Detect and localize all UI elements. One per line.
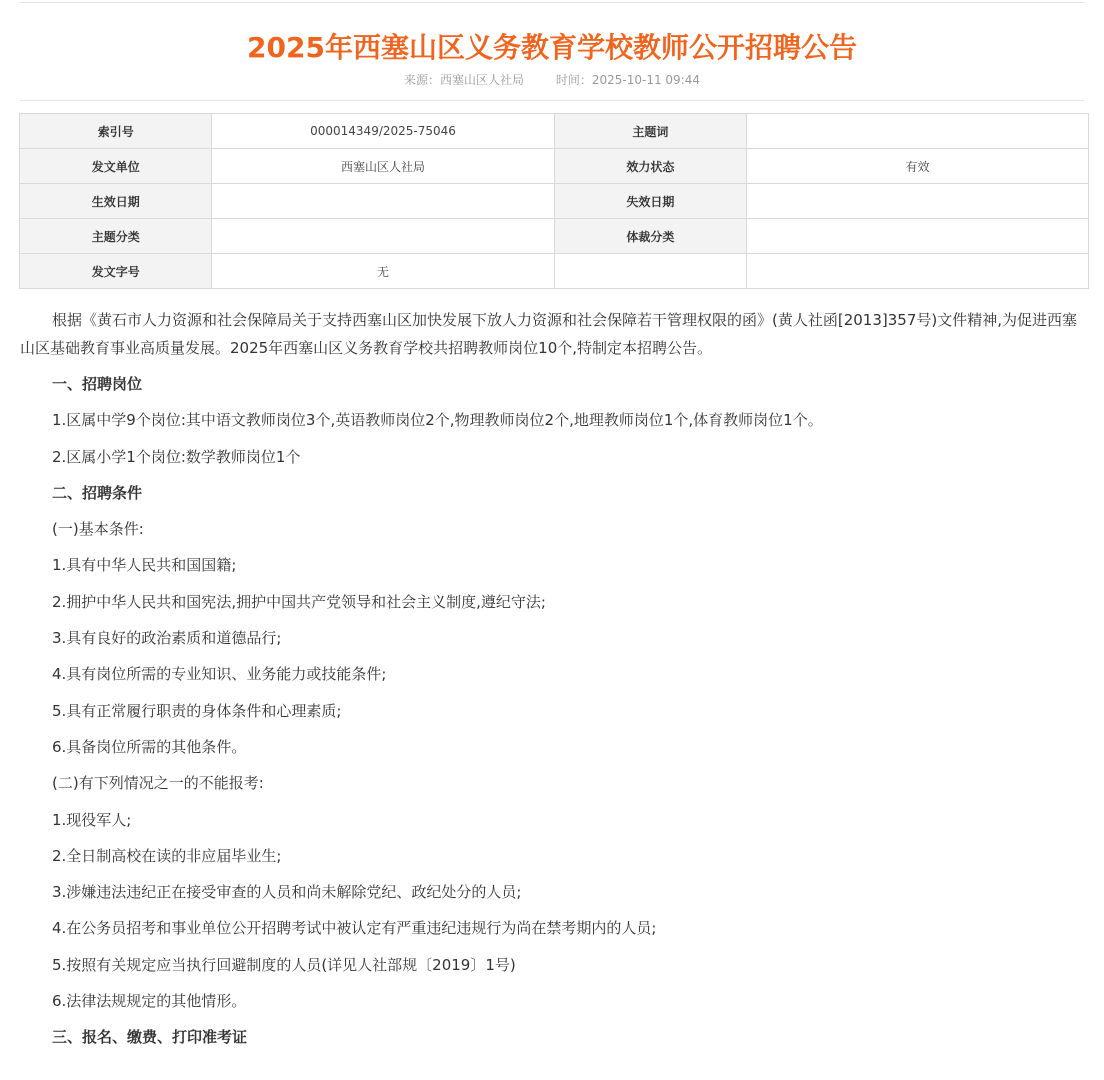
- table-row: [20, 254, 1089, 289]
- issuer-label: 发文单位: [20, 149, 212, 184]
- publish-time: 时间：2025-10-11 09:44: [555, 73, 700, 87]
- genre-category-label: 体裁分类: [554, 219, 746, 254]
- empty-value-cell: [747, 254, 1089, 289]
- top-divider: [20, 2, 1084, 3]
- topic-category-value: [212, 219, 554, 254]
- document-number-label: 发文字号: [20, 254, 212, 289]
- body-line: (一)基本条件:: [52, 520, 144, 539]
- document-number-value: 无: [212, 254, 554, 289]
- body-line: 3.涉嫌违法违纪正在接受审查的人员和尚未解除党纪、政纪处分的人员;: [52, 883, 522, 902]
- table-row: [20, 114, 1089, 149]
- table-row: [20, 219, 1089, 254]
- body-line: (二)有下列情况之一的不能报考:: [52, 774, 264, 793]
- body-line: 6.具备岗位所需的其他条件。: [52, 737, 247, 756]
- title-divider: [20, 100, 1084, 101]
- body-line: 1.区属中学9个岗位:其中语文教师岗位3个,英语教师岗位2个,物理教师岗位2个,地理教师岗位1个,体育教师岗位1个。: [52, 411, 823, 430]
- keywords-label: 主题词: [554, 114, 746, 149]
- effective-date-value: [212, 184, 554, 219]
- table-row: [20, 149, 1089, 184]
- body-line: 1.具有中华人民共和国国籍;: [52, 556, 237, 575]
- validity-status-value: 有效: [747, 149, 1089, 184]
- topic-category-label: 主题分类: [20, 219, 212, 254]
- body-line: 4.在公务员招考和事业单位公开招聘考试中被认定有严重违纪违规行为尚在禁考期内的人员;: [52, 919, 657, 938]
- validity-status-label: 效力状态: [554, 149, 746, 184]
- body-line: 5.具有正常履行职责的身体条件和心理素质;: [52, 701, 342, 720]
- page-title: 2025年西塞山区义务教育学校教师公开招聘公告: [247, 31, 857, 64]
- expiry-date-label: 失效日期: [554, 184, 746, 219]
- body-line: 5.按照有关规定应当执行回避制度的人员(详见人社部规〔2019〕1号): [52, 955, 516, 974]
- issuer-value: 西塞山区人社局: [212, 149, 554, 184]
- effective-date-label: 生效日期: [20, 184, 212, 219]
- section-heading: 三、报名、缴费、打印准考证: [52, 1028, 248, 1047]
- article-meta: [0, 71, 1104, 88]
- body-line: 2.全日制高校在读的非应届毕业生;: [52, 846, 282, 865]
- empty-label-cell: [554, 254, 746, 289]
- section-heading: 一、招聘岗位: [52, 375, 143, 393]
- section-heading: 二、招聘条件: [52, 483, 143, 502]
- body-line: 4.具有岗位所需的专业知识、业务能力或技能条件;: [52, 665, 387, 684]
- source-label: 来源：西塞山区人社局: [404, 73, 525, 87]
- document-info-table: [19, 113, 1089, 289]
- expiry-date-value: [747, 184, 1089, 219]
- keywords-value: [747, 114, 1089, 149]
- body-line: 1.现役军人;: [52, 810, 132, 829]
- intro-paragraph: 根据《黄石市人力资源和社会保障局关于支持西塞山区加快发展下放人力资源和社会保障若干管理权限的函》(黄人社函[2013]357号)文件精神,为促进西塞山区基础教育事业高质量发展。2025年西塞山区义务教育学校共招聘教师岗位10个,特制定本招聘公告。: [20, 311, 1077, 357]
- index-number-value: 000014349/2025-75046: [212, 114, 554, 149]
- body-line: 2.区属小学1个岗位:数学教师岗位1个: [52, 447, 301, 466]
- body-line: 6.法律法规规定的其他情形。: [52, 992, 247, 1011]
- genre-category-value: [747, 219, 1089, 254]
- article-body: [20, 306, 1086, 1056]
- body-line: 2.拥护中华人民共和国宪法,拥护中国共产党领导和社会主义制度,遵纪守法;: [52, 592, 546, 611]
- table-row: [20, 184, 1089, 219]
- body-line: 3.具有良好的政治素质和道德品行;: [52, 629, 282, 648]
- index-number-label: 索引号: [20, 114, 212, 149]
